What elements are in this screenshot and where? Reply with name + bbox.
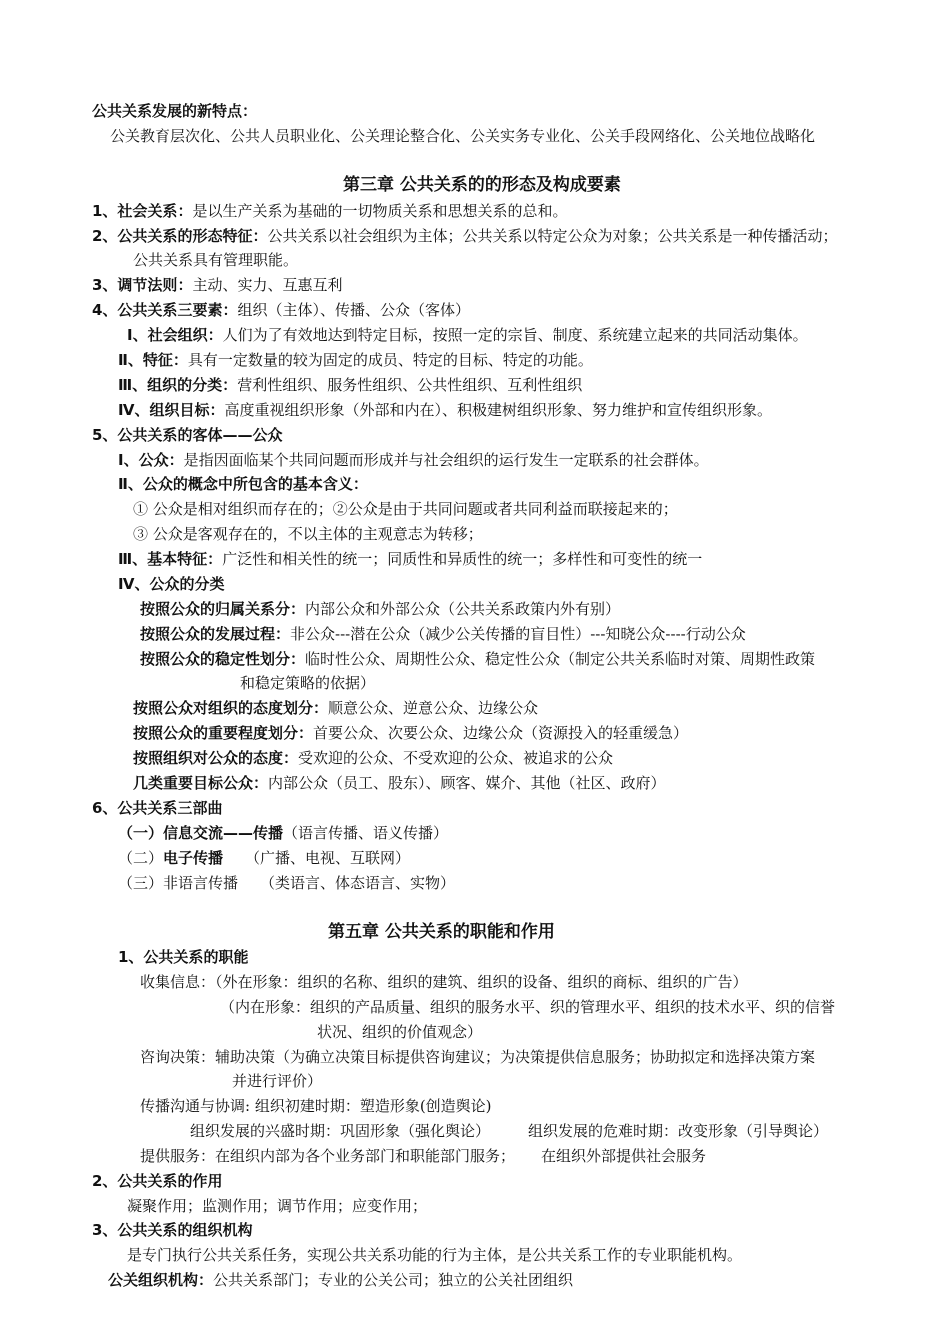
item-label: Ⅰ、社会组织： [127, 326, 223, 344]
ch3-item-2 [92, 226, 837, 246]
item-label: Ⅰ、公众： [118, 451, 184, 469]
item-text: 首要公众、次要公众、边缘公众（资源投入的轻重缓急） [313, 724, 689, 742]
item-label: 按照公众的重要程度划分： [133, 724, 314, 742]
item-label: （一）信息交流——传播 [118, 824, 284, 842]
ch3-item-5-1 [118, 450, 709, 470]
intro-text: 公关教育层次化、公共人员职业化、公关理论整合化、公关实务专业化、公关手段网络化、公关地位战略化 [110, 127, 816, 145]
item-label: 按照公众的稳定性划分： [140, 650, 306, 668]
step-2 [118, 848, 410, 868]
ch3-item-6: 6、公共关系三部曲 [92, 799, 223, 817]
function-service [140, 1146, 706, 1166]
item-text: 营利性组织、服务性组织、公共性组织、互利性组织 [237, 376, 583, 394]
item-label: Ⅱ、特征： [118, 351, 188, 369]
item-label: 公关组织机构： [108, 1271, 214, 1289]
classification-3-cont: 和稳定策略的依据） [240, 674, 376, 692]
item-label: Ⅲ、基本特征： [118, 550, 223, 568]
function-communicate: 传播沟通与协调: 组织初建时期：塑造形象(创造舆论) [140, 1097, 492, 1115]
item-text: （类语言、体态语言、实物） [260, 874, 456, 892]
ch3-item-4-2 [118, 350, 593, 370]
function-collect-info: 收集信息：（外在形象：组织的名称、组织的建筑、组织的设备、组织的商标、组织的广告） [140, 973, 748, 991]
function-communicate-stages [190, 1121, 828, 1141]
classification-7 [133, 773, 666, 793]
item-label: 按照组织对公众的态度： [133, 749, 299, 767]
item-text: 受欢迎的公众、不受欢迎的公众、被追求的公众 [298, 749, 614, 767]
item-label: 按照公众的归属关系分： [140, 600, 306, 618]
classification-5 [133, 723, 688, 743]
ch3-item-4 [92, 300, 470, 320]
item-text: 临时性公众、周期性公众、稳定性公众（制定公共关系临时对策、周期性政策 [305, 650, 816, 668]
ch5-item-3-text: 是专门执行公共关系任务，实现公共关系功能的行为主体，是公共关系工作的专业职能机构。 [127, 1246, 743, 1264]
stage-crisis: 组织发展的危难时期：改变形象（引导舆论） [528, 1122, 829, 1140]
item-text: 非公众---潜在公众（减少公关传播的盲目性）---知晓公众----行动公众 [290, 625, 746, 643]
item-text: 组织（主体）、传播、公众（客体） [237, 301, 470, 319]
ch3-item-4-4 [118, 400, 772, 420]
intro-title: 公共关系发展的新特点： [92, 102, 258, 120]
item-label: Ⅳ、组织目标： [118, 401, 225, 419]
classification-4 [133, 698, 538, 718]
function-consult: 咨询决策：辅助决策（为确立决策目标提供咨询建议；为决策提供信息服务；协助拟定和选择决策方案 [140, 1048, 816, 1066]
ch3-item-5-2-b: ③ 公众是客观存在的，不以主体的主观意志为转移； [133, 525, 483, 543]
ch5-item-1: 1、公共关系的职能 [118, 948, 249, 966]
item-text: 是以生产关系为基础的一切物质关系和思想关系的总和。 [192, 202, 568, 220]
service-external: 在组织外部提供社会服务 [541, 1147, 707, 1165]
step-1 [118, 823, 448, 843]
item-label: 2、公共关系的形态特征： [92, 227, 268, 245]
item-label: 电子传播 [163, 849, 224, 867]
ch3-item-2-cont: 公共关系具有管理职能。 [133, 251, 299, 269]
item-text: 公共关系以社会组织为主体；公共关系以特定公众为对象；公共关系是一种传播活动； [267, 227, 838, 245]
item-text: 广泛性和相关性的统一；同质性和异质性的统一；多样性和可变性的统一 [222, 550, 703, 568]
ch3-item-4-3 [118, 375, 582, 395]
chapter-5-title: 第五章 公共关系的职能和作用 [328, 922, 555, 942]
item-label: （三）非语言传播 [118, 874, 239, 892]
ch3-item-5: 5、公共关系的客体——公众 [92, 426, 283, 444]
item-text: 内部公众（员工、股东）、顾客、媒介、其他（社区、政府） [268, 774, 666, 792]
classification-3 [140, 649, 815, 669]
item-text: 高度重视组织形象（外部和内在）、积极建树组织形象、努力维护和宣传组织形象。 [224, 401, 772, 419]
classification-1 [140, 599, 620, 619]
ch3-item-4-1 [127, 325, 808, 345]
ch5-item-3: 3、公共关系的组织机构 [92, 1221, 253, 1239]
ch5-item-4 [108, 1270, 573, 1290]
item-label: 4、公共关系三要素： [92, 301, 238, 319]
item-text: 具有一定数量的较为固定的成员、特定的目标、特定的功能。 [187, 351, 593, 369]
stage-prosper: 组织发展的兴盛时期：巩固形象（强化舆论） [190, 1122, 491, 1140]
item-text: （广播、电视、互联网） [245, 849, 411, 867]
item-label: Ⅲ、组织的分类： [118, 376, 238, 394]
step-3 [118, 873, 455, 893]
item-label: 3、调节法则： [92, 276, 193, 294]
ch3-item-5-2: Ⅱ、公众的概念中所包含的基本含义： [118, 475, 368, 493]
item-label: 按照公众的发展过程： [140, 625, 291, 643]
item-text: 是指因面临某个共同问题而形成并与社会组织的运行发生一定联系的社会群体。 [183, 451, 709, 469]
item-number: （二） [118, 849, 164, 867]
item-text: 顺意公众、逆意公众、边缘公众 [328, 699, 539, 717]
item-label: 1、社会关系： [92, 202, 193, 220]
item-label: 按照公众对组织的态度划分： [133, 699, 329, 717]
classification-6 [133, 748, 613, 768]
ch3-item-5-3 [118, 549, 702, 569]
function-consult-cont: 并进行评价） [232, 1072, 323, 1090]
item-text: 人们为了有效地达到特定目标，按照一定的宗旨、制度、系统建立起来的共同活动集体。 [222, 326, 808, 344]
service-internal: 提供服务：在组织内部为各个业务部门和职能部门服务； [140, 1147, 516, 1165]
classification-2 [140, 624, 746, 644]
item-text: 主动、实力、互惠互利 [192, 276, 343, 294]
ch3-item-1 [92, 201, 567, 221]
chapter-3-title: 第三章 公共关系的的形态及构成要素 [343, 175, 621, 195]
function-collect-info-inner-cont: 状况、组织的价值观念） [317, 1023, 483, 1041]
item-text: 内部公众和外部公众（公共关系政策内外有别） [305, 600, 621, 618]
item-text: 公共关系部门；专业的公关公司；独立的公关社团组织 [213, 1271, 574, 1289]
item-text: （语言传播、语义传播） [283, 824, 449, 842]
ch3-item-5-4: Ⅳ、公众的分类 [118, 575, 225, 593]
ch5-item-2-text: 凝聚作用；监测作用；调节作用；应变作用； [127, 1197, 428, 1215]
ch3-item-3 [92, 275, 342, 295]
item-label: 几类重要目标公众： [133, 774, 269, 792]
ch3-item-5-2-a: ① 公众是相对组织而存在的；②公众是由于共同问题或者共同利益而联接起来的； [133, 500, 678, 518]
function-collect-info-inner: （内在形象：组织的产品质量、组织的服务水平、织的管理水平、组织的技术水平、织的信誉 [220, 998, 836, 1016]
ch5-item-2: 2、公共关系的作用 [92, 1172, 223, 1190]
